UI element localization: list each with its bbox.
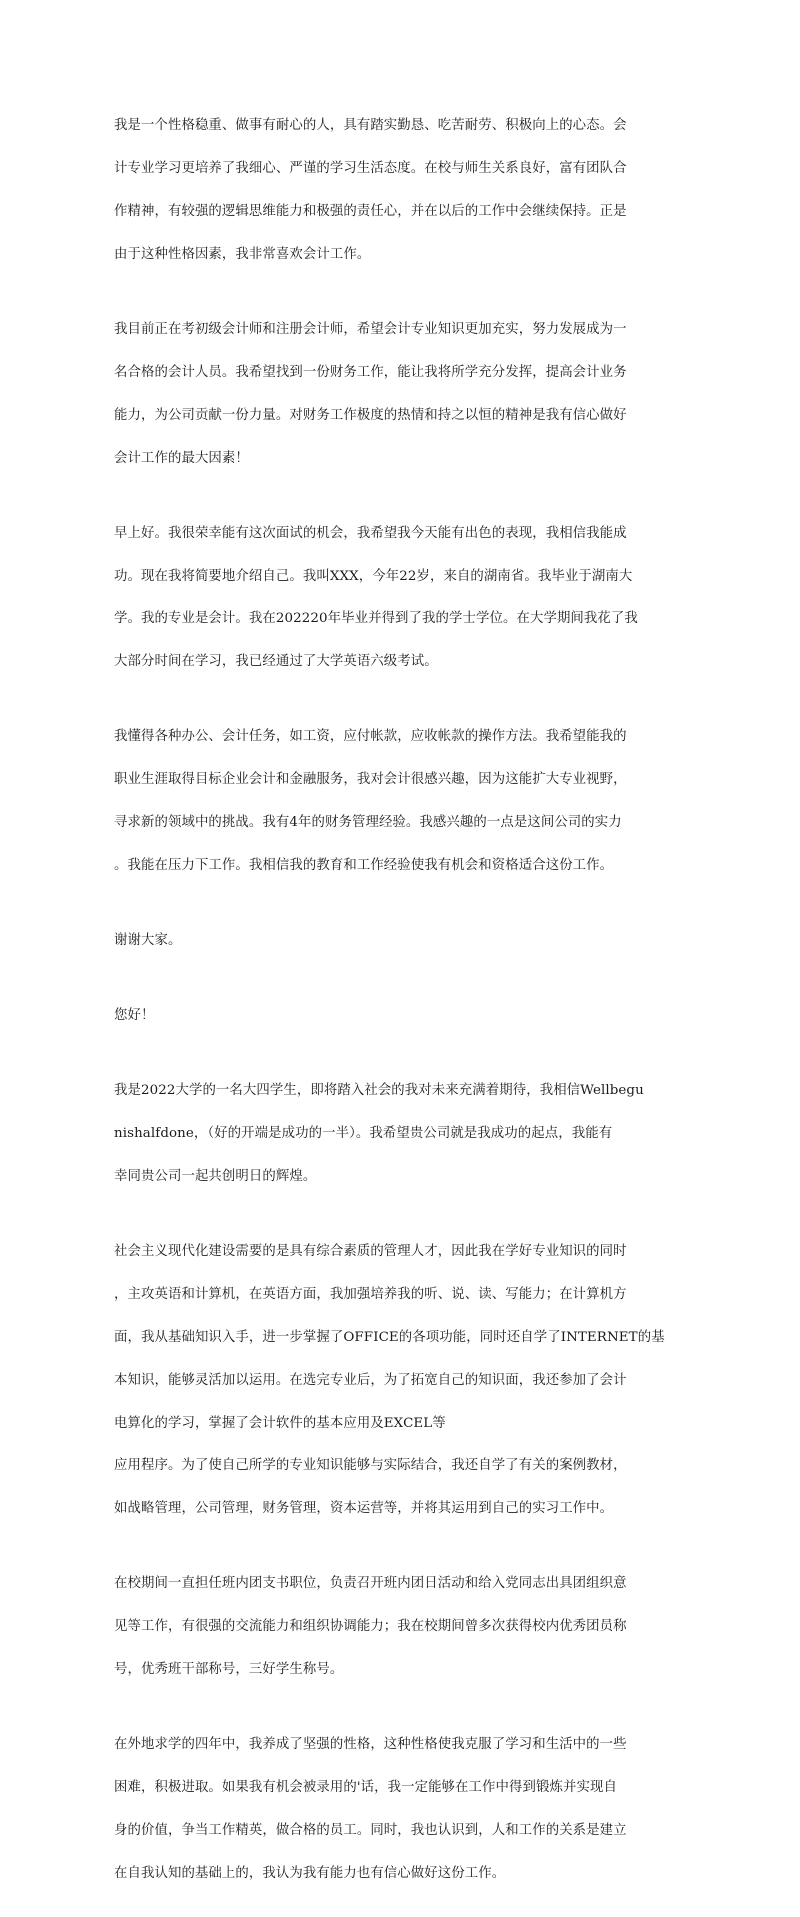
text-line: 困难，积极进取。如果我有机会被录用的'话，我一定能够在工作中得到锻炼并实现自: [114, 1780, 617, 1796]
text-line: 会计工作的最大因素！: [114, 450, 249, 466]
text-line: 能力，为公司贡献一份力量。对财务工作极度的热情和持之以恒的精神是我有信心做好: [114, 407, 627, 423]
text-line: 早上好。我很荣幸能有这次面试的机会，我希望我今天能有出色的表现，我相信我能成: [114, 525, 627, 541]
text-line: 身的价值，争当工作精英，做合格的员工。同时，我也认识到，人和工作的关系是建立: [114, 1822, 627, 1838]
text-line: 功。现在我将简要地介绍自己。我叫XXX，今年22岁，来自的湖南省。我毕业于湖南大: [114, 568, 633, 584]
paragraph-goals: [114, 298, 687, 491]
text-line: 您好！: [114, 1008, 155, 1024]
paragraph-closing: [114, 1713, 687, 1906]
document-body: [114, 94, 687, 1917]
text-line: nishalfdone，（好的开端是成功的一半）。我希望贵公司就是我成功的起点，我能有: [114, 1126, 613, 1142]
text-line: 谢谢大家。: [114, 933, 182, 949]
text-line: 本知识，能够灵活加以运用。在选完专业后，为了拓宽自己的知识面，我还参加了会计: [114, 1372, 627, 1388]
text-line: 我目前正在考初级会计师和注册会计师，希望会计专业知识更加充实，努力发展成为一: [114, 322, 627, 338]
text-line: 应用程序。为了使自己所学的专业知识能够与实际结合，我还自学了有关的案例教材，: [114, 1458, 627, 1474]
text-line: 我是2022大学的一名大四学生，即将踏入社会的我对未来充满着期待，我相信Wellbegu: [114, 1083, 644, 1099]
paragraph-skills: [114, 705, 687, 898]
text-line: ，主攻英语和计算机，在英语方面，我加强培养我的听、说、读、写能力；在计算机方: [114, 1287, 627, 1303]
paragraph-hello: [114, 984, 687, 1048]
text-line: 电算化的学习，掌握了会计软件的基本应用及EXCEL等: [114, 1415, 446, 1431]
text-line: 在校期间一直担任班内团支书职位，负责召开班内团日活动和给入党同志出具团组织意: [114, 1576, 627, 1592]
paragraph-study: [114, 1220, 687, 1541]
text-line: 寻求新的领域中的挑战。我有4年的财务管理经验。我感兴趣的一点是这间公司的实力: [114, 815, 622, 830]
text-line: 见等工作，有很强的交流能力和组织协调能力；我在校期间曾多次获得校内优秀团员称: [114, 1619, 627, 1635]
text-line: 计专业学习更培养了我细心、严谨的学习生活态度。在校与师生关系良好，富有团队合: [114, 161, 627, 177]
text-line: 面，我从基础知识入手，进一步掌握了OFFICE的各项功能，同时还自学了INTERNET的基: [114, 1329, 665, 1345]
text-line: 我懂得各种办公、会计任务，如工资，应付帐款，应收帐款的操作方法。我希望能我的: [114, 729, 627, 745]
text-line: 名合格的会计人员。我希望找到一份财务工作，能让我将所学充分发挥，提高会计业务: [114, 364, 627, 380]
paragraph-personality: [114, 94, 687, 287]
text-line: 社会主义现代化建设需要的是具有综合素质的管理人才，因此我在学好专业知识的同时: [114, 1244, 627, 1260]
text-line: 职业生涯取得目标企业会计和金融服务，我对会计很感兴趣，因为这能扩大专业视野，: [114, 772, 627, 788]
text-line: 号，优秀班干部称号，三好学生称号。: [114, 1662, 344, 1678]
text-line: 在自我认知的基础上的，我认为我有能力也有信心做好这份工作。: [114, 1865, 506, 1881]
text-line: 如战略管理，公司管理，财务管理，资本运营等，并将其运用到自己的实习工作中。: [114, 1501, 614, 1517]
text-line: 幸同贵公司一起共创明日的辉煌。: [114, 1169, 317, 1185]
text-line: 由于这种性格因素，我非常喜欢会计工作。: [114, 246, 371, 262]
paragraph-student-intro: [114, 1059, 687, 1209]
paragraph-greeting-intro: [114, 501, 687, 694]
text-line: 。我能在压力下工作。我相信我的教育和工作经验使我有机会和资格适合这份工作。: [114, 857, 614, 873]
text-line: 作精神，有较强的逻辑思维能力和极强的责任心，并在以后的工作中会继续保持。正是: [114, 204, 627, 220]
text-line: 大部分时间在学习，我已经通过了大学英语六级考试。: [114, 654, 438, 670]
text-line: 在外地求学的四年中，我养成了坚强的性格，这种性格使我克服了学习和生活中的一些: [114, 1737, 627, 1753]
paragraph-campus-roles: [114, 1552, 687, 1702]
text-line: 我是一个性格稳重、做事有耐心的人，具有踏实勤恳、吃苦耐劳、积极向上的心态。会: [114, 118, 627, 134]
paragraph-thanks: [114, 909, 687, 973]
text-line: 学。我的专业是会计。我在202220年毕业并得到了我的学士学位。在大学期间我花了我: [114, 611, 638, 627]
